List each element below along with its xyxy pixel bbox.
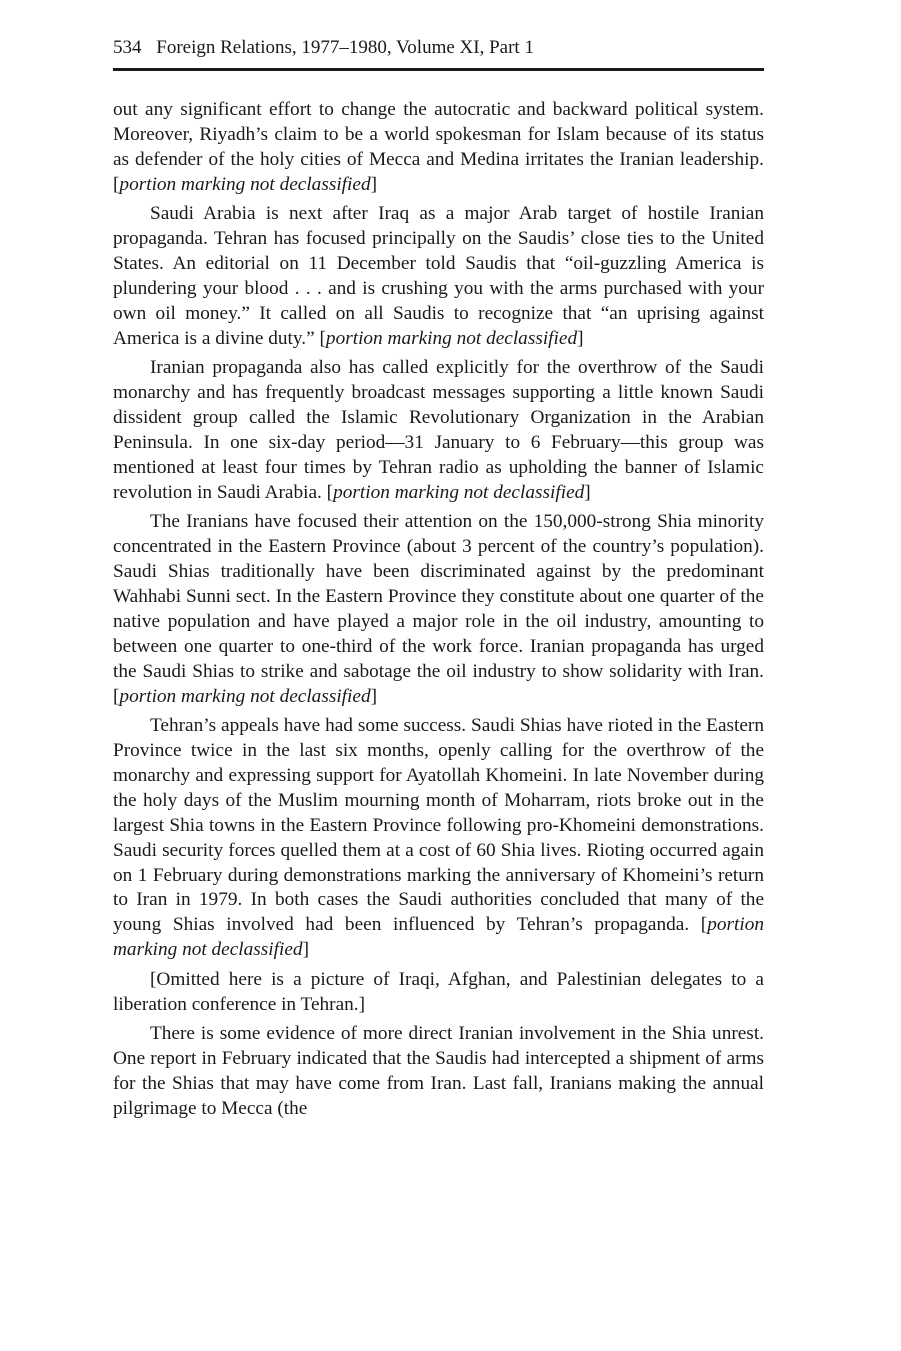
paragraph-3 xyxy=(113,356,764,505)
paragraph-text: [Omitted here is a picture of Iraqi, Afghan, and Palestinian delegates to a liberation conference in Tehran.] xyxy=(113,968,764,1015)
portion-marking: portion marking not declassified xyxy=(119,173,371,195)
paragraph-text: Iranian propaganda also has called explicitly for the overthrow of the Saudi monarchy and has frequently broadcast messages supporting a little known Saudi dissident group called the Islamic Revolutionary Organization in the Arabian Peninsula. In one six-day period—31 January to 6 February—this group was mentioned at least four times by Tehran radio as upholding the banner of Islamic revolution in Saudi Arabia. [ xyxy=(113,357,764,503)
body-text xyxy=(113,98,764,1126)
bracket-close: ] xyxy=(302,939,309,961)
portion-marking: portion marking not declassified xyxy=(113,914,764,961)
running-title: Foreign Relations, 1977–1980, Volume XI, Part 1 xyxy=(156,37,534,58)
paragraph-2 xyxy=(113,202,764,351)
paragraph-7 xyxy=(113,1022,764,1122)
portion-marking: portion marking not declassified xyxy=(325,327,578,349)
header-rule xyxy=(113,68,764,71)
bracket-close: ] xyxy=(577,327,584,349)
paragraph-5 xyxy=(113,714,764,963)
page-number: 534 xyxy=(113,37,142,58)
bracket-close: ] xyxy=(370,685,378,707)
paragraph-1 xyxy=(113,98,764,198)
paragraph-6-omission-note xyxy=(113,968,764,1018)
paragraph-text: There is some evidence of more direct Iranian involvement in the Shia unrest. One report in February indicated that the Saudis had intercepted a shipment of arms for the Shias that may have come from Iran. Last fall, Iranians making the annual pilgrimage to Mecca (the xyxy=(113,1023,764,1119)
portion-marking: portion marking not declassified xyxy=(333,481,585,503)
paragraph-text: Tehran’s appeals have had some success. Saudi Shias have rioted in the Eastern Province twice in the last six months, openly calling for the overthrow of the monarchy and expressing support for Ayatollah Khomeini. In late November during the holy days of the Muslim mourning month of Moharram, riots broke out in the largest Shia towns in the Eastern Province following pro-Khomeini demonstrations. Saudi security forces quelled them at a cost of 60 Shia lives. Rioting occurred again on 1 February during demonstrations marking the anniversary of Khomeini’s return to Iran in 1979. In both cases the Saudi authorities concluded that many of the young Shias involved had been influenced by Tehran’s propaganda. [ xyxy=(113,715,764,936)
paragraph-text: Saudi Arabia is next after Iraq as a major Arab target of hostile Iranian propaganda. Tehran has focused principally on the Saudis’ close ties to the United States. An editorial on 11 December told Saudis that “oil-guzzling America is plundering your blood . . . and is crushing you with the arms purchased with your own oil money.” It called on all Saudis to recognize that “an uprising against America is a divine duty.” [ xyxy=(113,203,764,349)
paragraph-text: The Iranians have focused their attention on the 150,000-strong Shia minority concentrated in the Eastern Province (about 3 percent of the country’s population). Saudi Shias traditionally have been discriminated against by the predominant Wahhabi Sunni sect. In the Eastern Province they constitute about one quarter of the native population and have played a major role in the oil industry, amounting to between one quarter to one-third of the work force. Iranian propaganda has urged the Saudi Shias to strike and sabotage the oil industry to show solidarity with Iran. [ xyxy=(113,511,764,707)
paragraph-text: out any significant effort to change the autocratic and backward political system. Moreover, Riyadh’s claim to be a world spokesman for Islam because of its status as defender of the holy cities of Mecca and Medina irritates the Iranian leadership. [ xyxy=(113,99,764,195)
bracket-close: ] xyxy=(370,173,378,195)
running-head xyxy=(113,36,763,60)
bracket-close: ] xyxy=(584,481,591,503)
paragraph-4 xyxy=(113,510,764,709)
portion-marking: portion marking not declassified xyxy=(119,685,371,707)
